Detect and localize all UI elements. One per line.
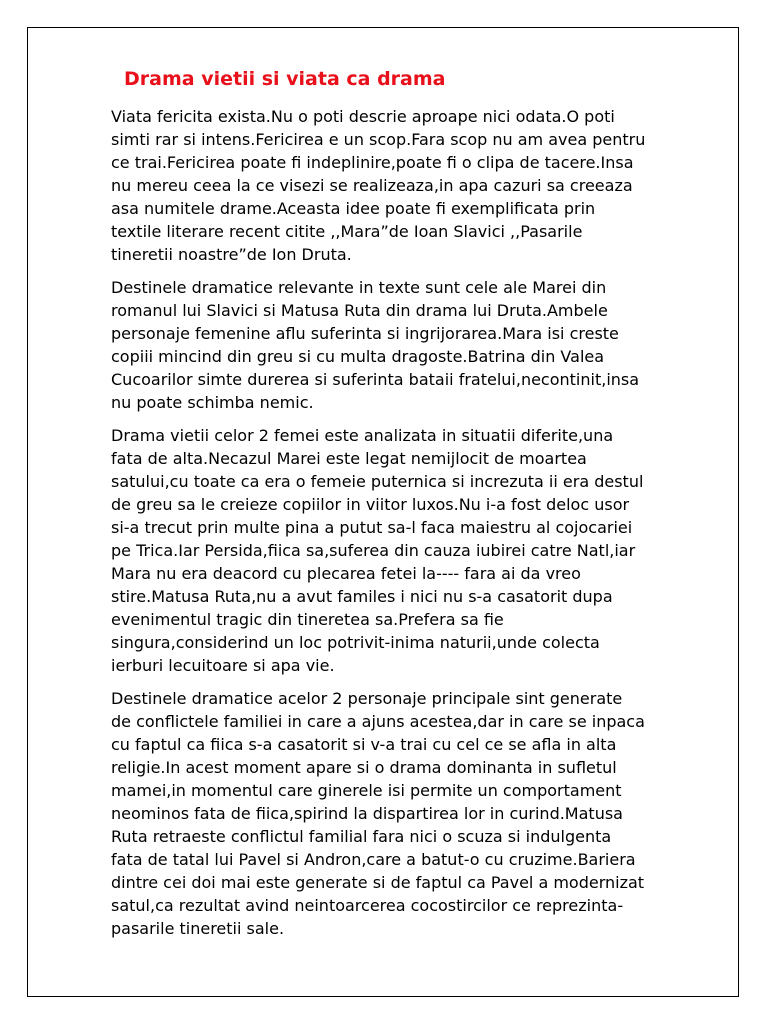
paragraph-2: Destinele dramatice relevante in texte sunt cele ale Marei din romanul lui Slavici si Matusa Ruta din drama lui Druta.Ambele personaje femenine aflu suferinta si ingrijorarea.Mara isi creste copiii mincind din greu si cu multa dragoste.Batrina din Valea Cucoarilor simte durerea si suferinta bataii fratelui,necontinit,insa nu poate schimba nemic. [111, 278, 640, 412]
document-title: Drama vietii si viata ca drama [124, 68, 446, 90]
paragraph-4: Destinele dramatice acelor 2 personaje principale sint generate de conflictele familiei in care a ajuns acestea,dar in care se inpaca cu faptul ca fiica s-a casatorit si v-a trai cu cel ce se afla in alta religie.In acest moment apare si o drama dominanta in sufletul mamei,in momentul care ginerele isi permite un comportament neominos fata de fiica,spirind la dispartirea lor in curind.Matusa Ruta retraeste conflictul familial fara nici o scuza si indulgenta fata de tatal lui Pavel si Andron,care a batut-o cu cruzime.Bariera dintre cei doi mai este generate si de faptul ca Pavel a modernizat satul,ca rezultat avind neintoarcerea cocostircilor ce reprezinta- pasarile tineretii sale. [111, 689, 645, 938]
document-body [111, 105, 711, 950]
paragraph-1: Viata fericita exista.Nu o poti descrie aproape nici odata.O poti simti rar si intens.Fericirea e un scop.Fara scop nu am avea pentru ce trai.Fericirea poate fi indeplinire,poate fi o clipa de tacere.Insa nu mereu ceea la ce visezi se realizeaza,in apa cazuri sa creeaza asa numitele drame.Aceasta idee poate fi exemplificata prin textile literare recent citite ,,Mara”de Ioan Slavici ,,Pasarile tineretii noastre”de Ion Druta. [111, 107, 646, 264]
paragraph-3: Drama vietii celor 2 femei este analizata in situatii diferite,una fata de alta.Necazul Marei este legat nemijlocit de moartea satului,cu toate ca era o femeie puternica si increzuta ii era destul de greu sa le creieze copiilor in viitor luxos.Nu i-a fost deloc usor si-a trecut prin multe pina a putut sa-l faca maiestru al cojocariei pe Trica.Iar Persida,fiica sa,suferea din cauza iubirei catre Natl,iar Mara nu era deacord cu plecarea fetei la---- fara ai da vreo stire.Matusa Ruta,nu a avut familes i nici nu s-a casatorit dupa evenimentul tragic din tineretea sa.Prefera sa fie singura,considerind un loc potrivit-inima naturii,unde colecta ierburi lecuitoare si apa vie. [111, 426, 644, 675]
